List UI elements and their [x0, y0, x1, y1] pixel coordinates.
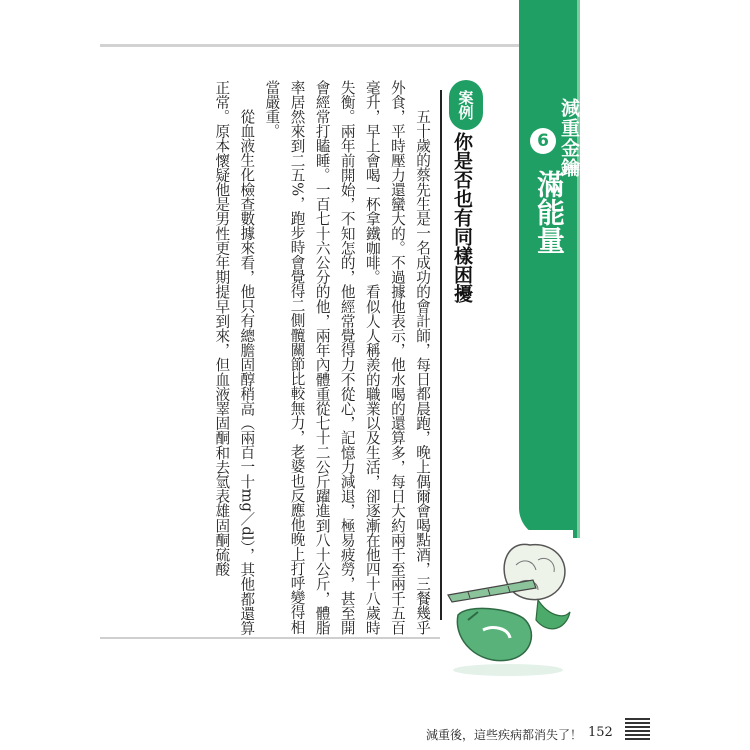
chapter-number: 6: [530, 128, 556, 154]
bottom-rule: [100, 637, 440, 639]
case-badge: 案例: [449, 80, 483, 130]
body-text: [205, 80, 435, 640]
case-heading: 你是否也有同樣困擾: [451, 132, 473, 303]
vegetable-illustration: [438, 520, 578, 680]
footer-book-title: 減重後，這些疾病都消失了！: [426, 728, 583, 742]
chapter-title-big: 粒腺體: [578, 198, 624, 318]
chapter-label-text: 減重金鑰: [558, 98, 580, 178]
chapter-title-rest: 充電，給細胞滿滿能量: [533, 170, 618, 514]
page-lines-icon: [625, 718, 650, 746]
body-paragraph-1: 五十歲的蔡先生是一名成功的會計師，每日都晨跑，晚上偶爾會喝點酒，三餐幾乎外食，平時壓力還蠻大的。不過據他表示，他水喝的還算多，每日大約兩千至兩千五百毫升，早上會喝一杯拿鐵咖啡。看似人人稱羨的職業以及生活，卻逐漸在他四十八歲時失衡。兩年前開始，不知怎的，他經常覺得力不從心，記憶力減退，極易疲勞，甚至開會經常打瞌睡。一百七十六公分的他，兩年內體重從七十二公斤躍進到八十公斤，體脂率居然來到二五%，跑步時會覺得二側髖關節比較無力，老婆也反應他晚上打呼變得相當嚴重。: [263, 80, 431, 635]
chapter-title: [523, 170, 627, 520]
body-paragraph-2: 從血液生化檢查數據來看，他只有總膽固醇稍高（兩百一十mg／dl），其他都還算正常。原本懷疑他是男性更年期提早到來，但血液睪固酮和去氫表雄固酮硫酸: [213, 80, 256, 636]
top-rule: [100, 44, 540, 47]
chapter-title-lead: 為: [585, 170, 618, 198]
page-number: 152: [588, 725, 613, 740]
